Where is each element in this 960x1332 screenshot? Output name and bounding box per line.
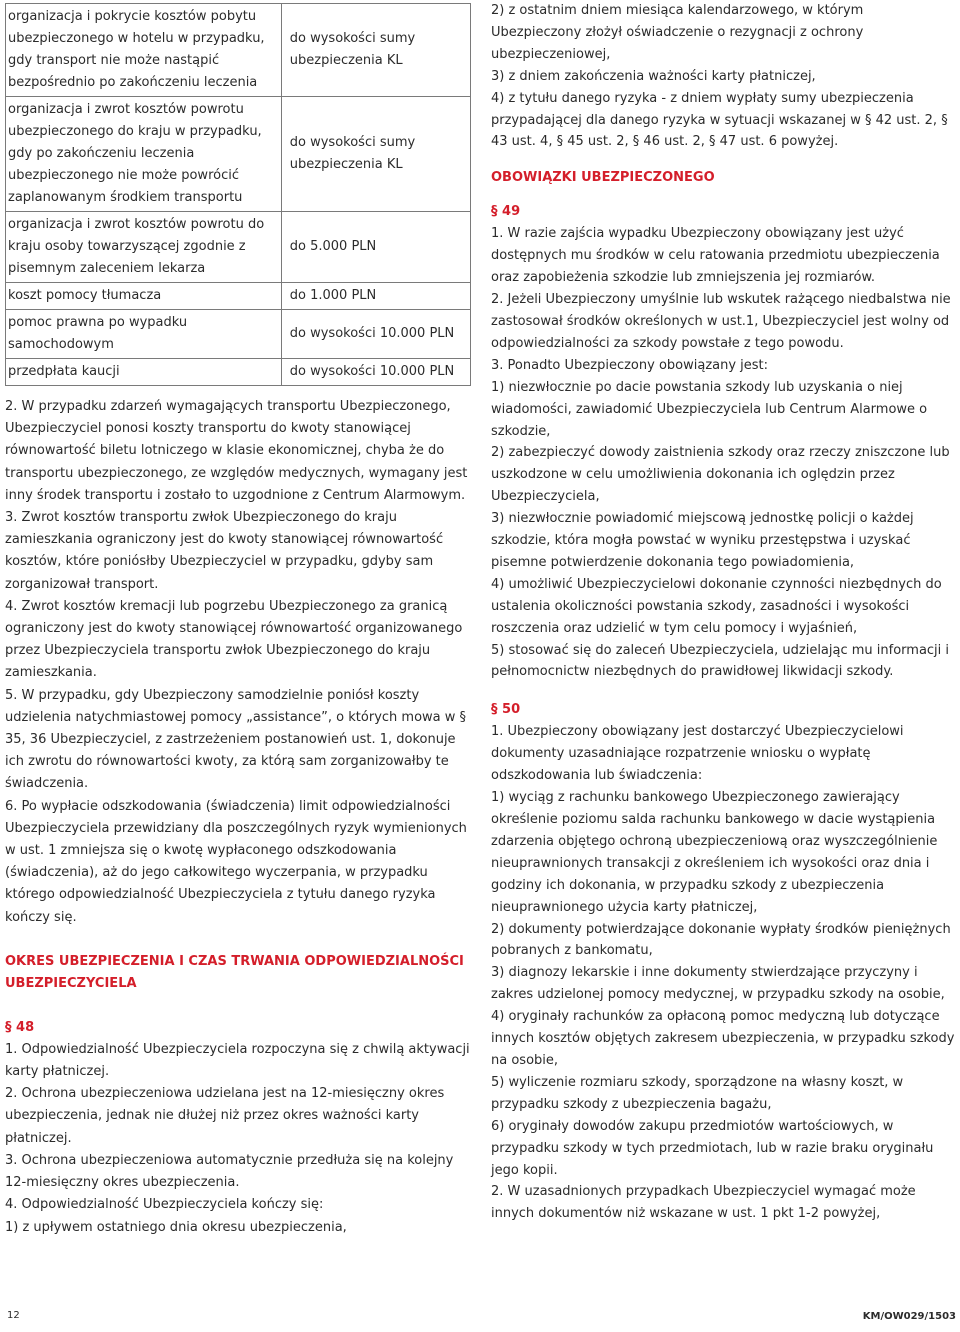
paragraph: 1. Odpowiedzialność Ubezpieczyciela rozpoczyna się z chwilą aktywacji karty płatniczej. bbox=[5, 1041, 470, 1080]
left-column bbox=[5, 3, 471, 1239]
paragraph: 1) z upływem ostatniego dnia okresu ubezpieczenia, bbox=[5, 1219, 347, 1235]
table-cell-value: do 1.000 PLN bbox=[281, 283, 470, 310]
paragraph: 6) oryginały dowodów zakupu przedmiotów wartościowych, w przypadku szkody w tych przedmiotach, lub w razie braku oryginału jego kopii. bbox=[491, 1118, 934, 1178]
paragraph: 3. Zwrot kosztów transportu zwłok Ubezpieczonego do kraju zamieszkania ograniczony jest do kwoty stanowiącej równowartość kosztów, które poniósłby Ubezpieczyciel w przypadku, gdyby sam zorganizował transport. bbox=[5, 510, 444, 592]
paragraph: 1) niezwłocznie po dacie powstania szkody lub uzyskania o niej wiadomości, zawiadomić Ubezpieczyciela lub Centrum Alarmowe o szkodzie, bbox=[491, 379, 928, 439]
table-cell-label: przedpłata kaucji bbox=[6, 359, 282, 386]
table-row bbox=[6, 4, 471, 97]
paragraph: 5) wyliczenie rozmiaru szkody, sporządzone na własny koszt, w przypadku szkody z ubezpieczenia bagażu, bbox=[491, 1074, 904, 1112]
paragraph: 1) wyciąg z rachunku bankowego Ubezpieczonego zawierający określenie poziomu salda rachunku bankowego w dacie wystąpienia zdarzenia objętego ochroną ubezpieczeniową oraz wyszczególnienie nieuprawnionych transakcji z określeniem ich wysokości oraz dnia i godziny ich dokonania, w przypadku szkody z ubezpieczenia nieuprawnionego użycia karty płatniczej, bbox=[491, 790, 938, 915]
paragraph: 4) umożliwić Ubezpieczycielowi dokonanie czynności niezbędnych do ustalenia okoliczności powstania szkody, zasadności i wysokości roszczenia oraz udzielić w tym celu pomocy i wyjaśnień, bbox=[491, 576, 942, 636]
paragraph: 2. W przypadku zdarzeń wymagających transportu Ubezpieczonego, Ubezpieczyciel ponosi koszty transportu do kwoty stanowiącej równowartość biletu lotniczego w klasie ekonomicznej, chyba że do transportu ubezpieczonego, ze względów medycznych, wymagany jest inny środek transportu i zostało to uzgodnione z Centrum Alarmowym. bbox=[5, 399, 468, 503]
section-heading: OBOWIĄZKI UBEZPIECZONEGO bbox=[491, 170, 715, 186]
paragraph: 2) z ostatnim dniem miesiąca kalendarzowego, w którym Ubezpieczony złożył oświadczenie o rezygnacji z ochrony ubezpieczeniowej, bbox=[491, 3, 864, 62]
paragraph: 2) zabezpieczyć dowody zaistnienia szkody oraz rzeczy zniszczone lub uszkodzone w celu umożliwienia dokonania ich oględzin przez Ubezpieczyciela, bbox=[491, 445, 950, 505]
paragraph: 3. Ochrona ubezpieczeniowa automatycznie przedłuża się na kolejny 12-miesięczny okres ubezpieczenia. bbox=[5, 1152, 454, 1191]
table-row bbox=[6, 310, 471, 359]
table-cell-label: koszt pomocy tłumacza bbox=[6, 283, 282, 310]
table-cell-label: organizacja i zwrot kosztów powrotu do kraju osoby towarzyszącej zgodnie z pisemnym zaleceniem lekarza bbox=[6, 212, 282, 283]
paragraph: 4) oryginały rachunków za opłaconą pomoc medyczną lub dotyczące innych kosztów objętych zakresem ubezpieczenia, w przypadku szkody na osobie, bbox=[491, 1009, 955, 1068]
section-number: § 50 bbox=[491, 702, 521, 718]
paragraph: 1. Ubezpieczony obowiązany jest dostarczyć Ubezpieczycielowi dokumenty uzasadniające rozpatrzenie wniosku o wypłatę odszkodowania lub świadczenia: bbox=[491, 724, 904, 784]
table-cell-value: do wysokości sumy ubezpieczenia KL bbox=[281, 97, 470, 212]
paragraph: 4. Odpowiedzialność Ubezpieczyciela kończy się: bbox=[5, 1197, 324, 1213]
document-code: KM/OW029/1503 bbox=[862, 1311, 956, 1322]
table-cell-value: do 5.000 PLN bbox=[281, 212, 470, 283]
paragraph: 3) z dniem zakończenia ważności karty płatniczej, bbox=[491, 68, 816, 84]
section-number: § 48 bbox=[5, 1019, 35, 1035]
paragraph: 3. Ponadto Ubezpieczony obowiązany jest: bbox=[491, 357, 769, 373]
paragraph: 2) dokumenty potwierdzające dokonanie wypłaty środków pieniężnych pobranych z bankomatu, bbox=[491, 921, 951, 959]
table-cell-label: pomoc prawna po wypadku samochodowym bbox=[6, 310, 282, 359]
paragraph: 2. W uzasadnionych przypadkach Ubezpieczyciel wymagać może innych dokumentów niż wskazane w ust. 1 pkt 1-2 powyżej, bbox=[491, 1184, 916, 1222]
table-cell-label: organizacja i zwrot kosztów powrotu ubezpieczonego do kraju w przypadku, gdy po zakończeniu leczenia ubezpieczonego nie może powrócić zaplanowanym środkiem transportu bbox=[6, 97, 282, 212]
paragraph: 4. Zwrot kosztów kremacji lub pogrzebu Ubezpieczonego za granicą ograniczony jest do kwoty stanowiącej równowartość organizowanego przez Ubezpieczyciela transportu zwłok Ubezpieczonego do kraju zamieszkania. bbox=[5, 598, 463, 681]
table-cell-value: do wysokości 10.000 PLN bbox=[281, 310, 470, 359]
paragraph: 3) niezwłocznie powiadomić miejscową jednostkę policji o każdej szkodzie, która mogła powstać w wyniku przestępstwa i uzyskać pisemne potwierdzenie dokonania tego powiadomienia, bbox=[491, 511, 914, 570]
table-row bbox=[6, 212, 471, 283]
section-heading: OKRES UBEZPIECZENIA I CZAS TRWANIA ODPOWIEDZIALNOŚCI UBEZPIECZYCIELA bbox=[5, 953, 464, 991]
paragraph: 5) stosować się do zaleceń Ubezpieczyciela, udzielając mu informacji i pełnomocnictw niezbędnych do prawidłowej likwidacji szkody. bbox=[491, 642, 950, 680]
table-row bbox=[6, 359, 471, 386]
right-column bbox=[491, 0, 957, 1225]
paragraph: 2. Ochrona ubezpieczeniowa udzielana jest na 12-miesięczny okres ubezpieczenia, jednak nie dłużej niż przez okres ważności karty płatniczej. bbox=[5, 1086, 445, 1146]
benefits-table bbox=[5, 3, 471, 386]
paragraph: 1. W razie zajścia wypadku Ubezpieczony obowiązany jest użyć dostępnych mu środków w celu ratowania przedmiotu ubezpieczenia oraz zapobieżenia szkodzie lub zmniejszenia jej rozmiarów. bbox=[491, 226, 940, 286]
paragraph: 5. W przypadku, gdy Ubezpieczony samodzielnie poniósł koszty udzielenia natychmiastowej pomocy „assistance”, o których mowa w § 35, 36 Ubezpieczyciel, z zastrzeżeniem postanowień ust. 1, dokonuje ich zwrotu do równowartości kwoty, za którą sam zorganizowałby te świadczenia. bbox=[5, 687, 467, 792]
paragraph: 4) z tytułu danego ryzyka - z dniem wypłaty sumy ubezpieczenia przypadającej dla danego ryzyka w sytuacji wskazanej w § 42 ust. 2, § 43 ust. 4, § 45 ust. 2, § 46 ust. 2, § 47 ust. 6 powyżej. bbox=[491, 90, 948, 150]
page-number: 12 bbox=[7, 1310, 20, 1321]
paragraph: 2. Jeżeli Ubezpieczony umyślnie lub wskutek rażącego niedbalstwa nie zastosował środków określonych w ust.1, Ubezpieczyciel jest wolny od odpowiedzialności za szkody powstałe z tego powodu. bbox=[491, 292, 951, 351]
table-row bbox=[6, 97, 471, 212]
table-cell-value: do wysokości 10.000 PLN bbox=[281, 359, 470, 386]
table-row bbox=[6, 283, 471, 310]
paragraph: 3) diagnozy lekarskie i inne dokumenty stwierdzające przyczyny i zakres udzielonej pomocy medycznej, w przypadku szkody na osobie, bbox=[491, 965, 945, 1003]
table-cell-label: organizacja i pokrycie kosztów pobytu ubezpieczonego w hotelu w przypadku, gdy transport nie może nastąpić bezpośrednio po zakończeniu leczenia bbox=[6, 4, 282, 97]
paragraph: 6. Po wypłacie odszkodowania (świadczenia) limit odpowiedzialności Ubezpieczyciela przewidziany dla poszczególnych ryzyk wymienionych w ust. 1 zmniejsza się o kwotę wypłaconego odszkodowania (świadczenia), aż do jego całkowitego wyczerpania, w przypadku którego odpowiedzialność Ubezpieczyciela z tytułu danego ryzyka kończy się. bbox=[5, 798, 467, 925]
section-number: § 49 bbox=[491, 204, 521, 220]
table-cell-value: do wysokości sumy ubezpieczenia KL bbox=[281, 4, 470, 97]
